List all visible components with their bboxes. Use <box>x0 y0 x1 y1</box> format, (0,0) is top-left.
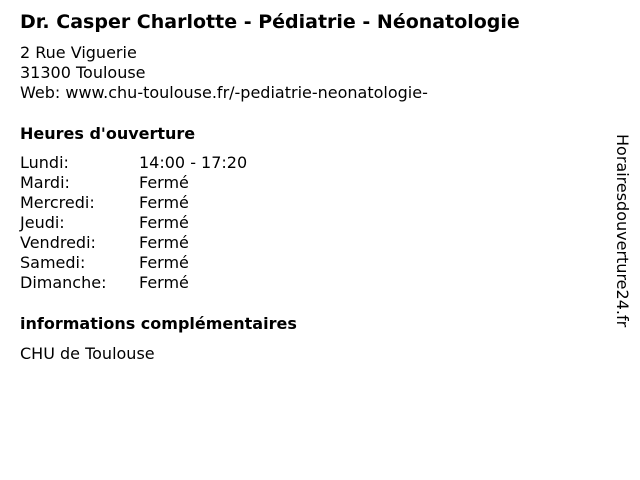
hours-day: Samedi: <box>20 253 86 272</box>
hours-time: Fermé <box>139 233 189 252</box>
hours-day: Dimanche: <box>20 273 107 292</box>
info-heading: informations complémentaires <box>20 314 297 333</box>
hours-row-monday <box>20 153 247 173</box>
hours-row-saturday <box>20 253 247 273</box>
hours-time: Fermé <box>139 213 189 232</box>
hours-time: Fermé <box>139 273 189 292</box>
address-block <box>20 43 428 103</box>
hours-row-tuesday <box>20 173 247 193</box>
hours-day: Lundi: <box>20 153 69 172</box>
hours-row-wednesday <box>20 193 247 213</box>
address-city: 31300 Toulouse <box>20 63 146 82</box>
hours-day: Mardi: <box>20 173 70 192</box>
info-text: CHU de Toulouse <box>20 344 155 363</box>
hours-heading: Heures d'ouverture <box>20 124 196 143</box>
hours-day: Mercredi: <box>20 193 95 212</box>
hours-time: 14:00 - 17:20 <box>139 153 248 172</box>
opening-hours-table <box>20 153 247 293</box>
hours-row-sunday <box>20 273 247 293</box>
address-web: Web: www.chu-toulouse.fr/-pediatrie-neonatologie- <box>20 83 428 102</box>
hours-time: Fermé <box>139 173 189 192</box>
hours-time: Fermé <box>139 193 189 212</box>
side-brand-container <box>612 134 632 344</box>
hours-time: Fermé <box>139 253 189 272</box>
page-title: Dr. Casper Charlotte - Pédiatrie - Néonatologie <box>20 11 520 33</box>
hours-row-thursday <box>20 213 247 233</box>
hours-row-friday <box>20 233 247 253</box>
side-brand: Horairesdouverture24.fr <box>613 134 632 328</box>
hours-day: Vendredi: <box>20 233 96 252</box>
address-street: 2 Rue Viguerie <box>20 43 137 62</box>
hours-day: Jeudi: <box>20 213 65 232</box>
